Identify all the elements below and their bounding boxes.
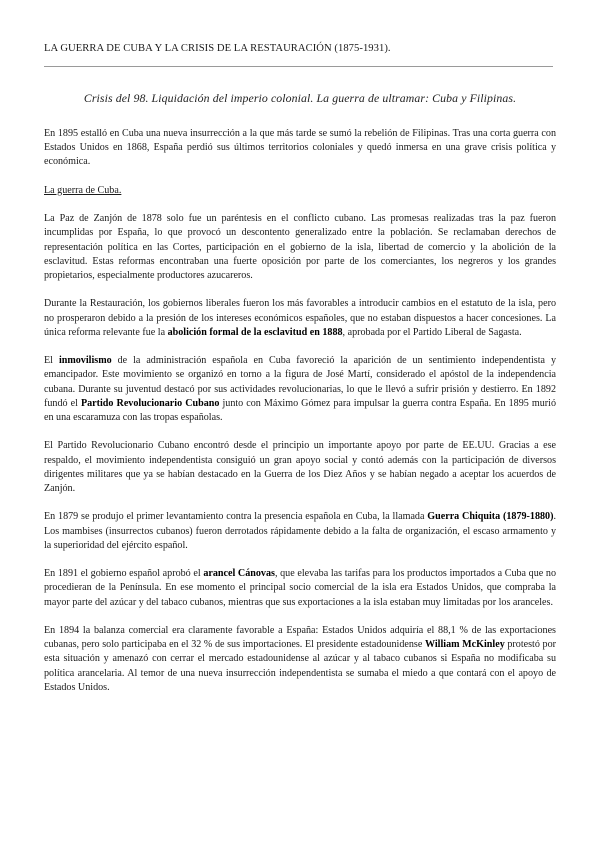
header-divider (44, 66, 553, 67)
text-run: de la administración española en Cuba favoreció la aparición de un sentimiento independentista y emancipador. Este movimiento se organizó en torno a la figura de José Martí, considerado el apóstol de la independencia cubana. Durante su juventud destacó por sus actividades revolucionarias, lo que le llevó a sufrir prisión y destierro. En 1892 fundó el (44, 355, 557, 409)
paragraph-zanjon: La Paz de Zanjón de 1878 solo fue un paréntesis en el conflicto cubano. Las promesas realizadas tras la paz fueron incumplidas por España, lo que provocó un descontento generalizado entre la población. Se reclamaban derechos de representación política en las Cortes, participación en el gobierno de la isla, libertad de comercio y la abolición de la esclavitud. Estas reformas encontraban una fuerte oposición por parte de los comerciantes, los negreros y los grandes propietarios, especialmente productores azucareros. (44, 213, 556, 281)
text-run: protestó por esta situación y amenazó con cerrar el mercado estadounidense al azúcar y al tabaco cubanos si España no modificaba su política arancelaria. Al temor de una nueva insurrección independentista se sumaba el miedo a que contará con el apoyo de Estados Unidos. (44, 639, 556, 693)
document-header: LA GUERRA DE CUBA Y LA CRISIS DE LA RESTAURACIÓN (1875-1931). (44, 43, 391, 54)
bold-term: arancel Cánovas (203, 568, 275, 580)
text-run: En 1879 se produjo el primer levantamiento contra la presencia española en Cuba, la llamada (44, 511, 428, 523)
bold-term: Guerra Chiquita (1879-1880) (427, 511, 554, 523)
bold-term: William McKinley (424, 639, 505, 651)
paragraph-guerra-chiquita (44, 510, 556, 553)
text-run: En 1894 la balanza comercial era claramente favorable a España: Estados Unidos adquiría el 88,1 % de las exportaciones cubanas, pero solo participaba en el 32 % de sus importaciones. El presidente estadounidense (44, 624, 556, 651)
paragraph-prc: El Partido Revolucionario Cubano encontró desde el principio un importante apoyo por parte de EE.UU. Gracias a ese respaldo, el movimiento independentista consiguió un gran apoyo social y contó además con la participación de diversos dirigentes militares que ya se habían destacado en la Guerra de los Diez Años y se habían negado a aceptar los acuerdos de Zanjón. (44, 440, 556, 494)
text-run: En 1891 el gobierno español aprobó el (44, 568, 204, 580)
text-run: El (44, 355, 59, 367)
paragraph-arancel (44, 567, 556, 610)
paragraph-restauracion (44, 297, 556, 340)
bold-term: abolición formal de la esclavitud en 1888 (167, 326, 343, 338)
paragraph-balanza (44, 624, 556, 695)
document-subtitle: Crisis del 98. Liquidación del imperio colonial. La guerra de ultramar: Cuba y Filipinas. (83, 91, 517, 105)
text-run: junto con Máximo Gómez para impulsar la guerra contra España. En 1895 murió en una escaramuza con las tropas españolas. (44, 397, 556, 423)
paragraph-intro: En 1895 estalló en Cuba una nueva insurrección a la que más tarde se sumó la rebelión de Filipinas. Tras una corta guerra con Estados Unidos en 1868, España perdió sus últimos territorios coloniales y quedó inmersa en una grave crisis política y económica. (44, 128, 556, 168)
text-run: , aprobada por el Partido Liberal de Sagasta. (342, 326, 522, 338)
section-title: La guerra de Cuba. (44, 184, 122, 196)
bold-term: inmovilismo (58, 355, 112, 367)
document-body (44, 127, 556, 709)
text-run: . Los mambises (insurrectos cubanos) fueron derrotados rápidamente debido a la falta de organización, el escaso armamento y la superioridad del ejército español. (44, 511, 556, 551)
text-run: Durante la Restauración, los gobiernos liberales fueron los más favorables a introducir cambios en el estatuto de la isla, pero no prosperaron debido a la presión de los intereses económicos españoles, que no estaban dispuestos a hacer concesiones. La única reforma relevante fue la (44, 298, 556, 338)
paragraph-inmovilismo (44, 354, 556, 425)
text-run: , que elevaba las tarifas para los productos importados a Cuba que no procedieran de la Península. En ese momento el principal socio comercial de la isla era Estados Unidos, que compraba la mayor parte del azúcar y del tabaco cubanos, mientras que sus exportaciones a la isla estaban muy limitadas por los aranceles. (44, 568, 556, 608)
bold-term: Partido Revolucionario Cubano (80, 397, 220, 409)
